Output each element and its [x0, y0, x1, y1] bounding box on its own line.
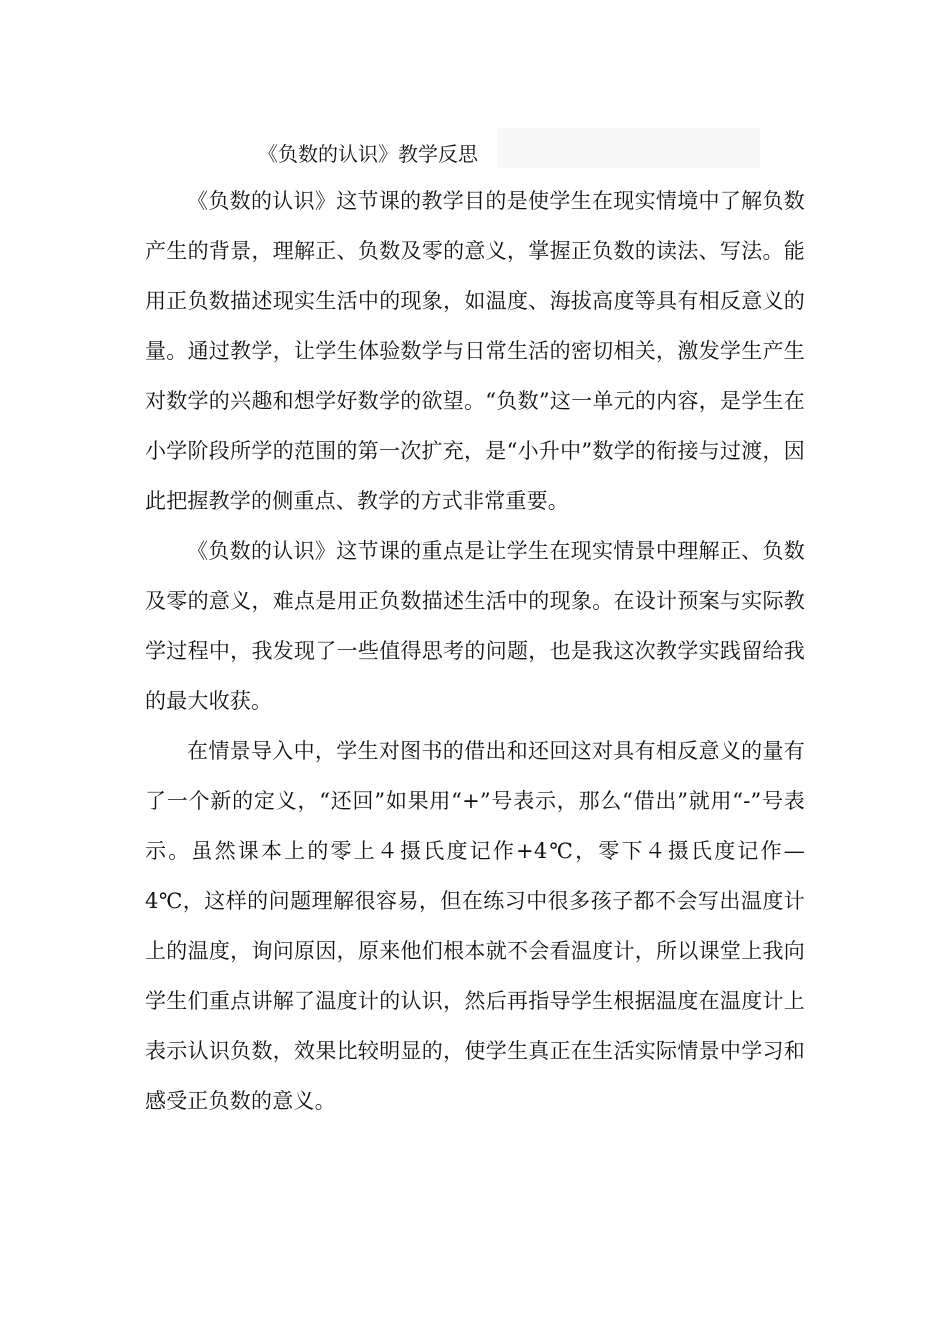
document-body	[145, 176, 805, 1126]
paragraph-3: 在情景导入中，学生对图书的借出和还回这对具有相反意义的量有了一个新的定义，“还回”如果用“+”号表示，那么“借出”就用“-”号表示。虽然课本上的零上４摄氏度记作+4℃，零下４摄氏度记作—4℃，这样的问题理解很容易，但在练习中很多孩子都不会写出温度计上的温度，询问原因，原来他们根本就不会看温度计，所以课堂上我向学生们重点讲解了温度计的认识，然后再指导学生根据温度在温度计上表示认识负数，效果比较明显的，使学生真正在生活实际情景中学习和感受正负数的意义。	[145, 739, 805, 1113]
title-row	[145, 128, 760, 168]
paragraph-2: 《负数的认识》这节课的重点是让学生在现实情景中理解正、负数及零的意义，难点是用正负数描述生活中的现象。在设计预案与实际教学过程中，我发现了一些值得思考的问题，也是我这次教学实践留给我的最大收获。	[145, 539, 805, 713]
title-shade	[497, 128, 760, 168]
document-title: 《负数的认识》教学反思	[258, 142, 478, 166]
paragraph-1: 《负数的认识》这节课的教学目的是使学生在现实情境中了解负数产生的背景，理解正、负数及零的意义，掌握正负数的读法、写法。能用正负数描述现实生活中的现象，如温度、海拔高度等具有相反意义的量。通过教学，让学生体验数学与日常生活的密切相关，激发学生产生对数学的兴趣和想学好数学的欲望。“负数”这一单元的内容，是学生在小学阶段所学的范围的第一次扩充，是“小升中”数学的衔接与过渡，因此把握教学的侧重点、教学的方式非常重要。	[145, 189, 805, 513]
